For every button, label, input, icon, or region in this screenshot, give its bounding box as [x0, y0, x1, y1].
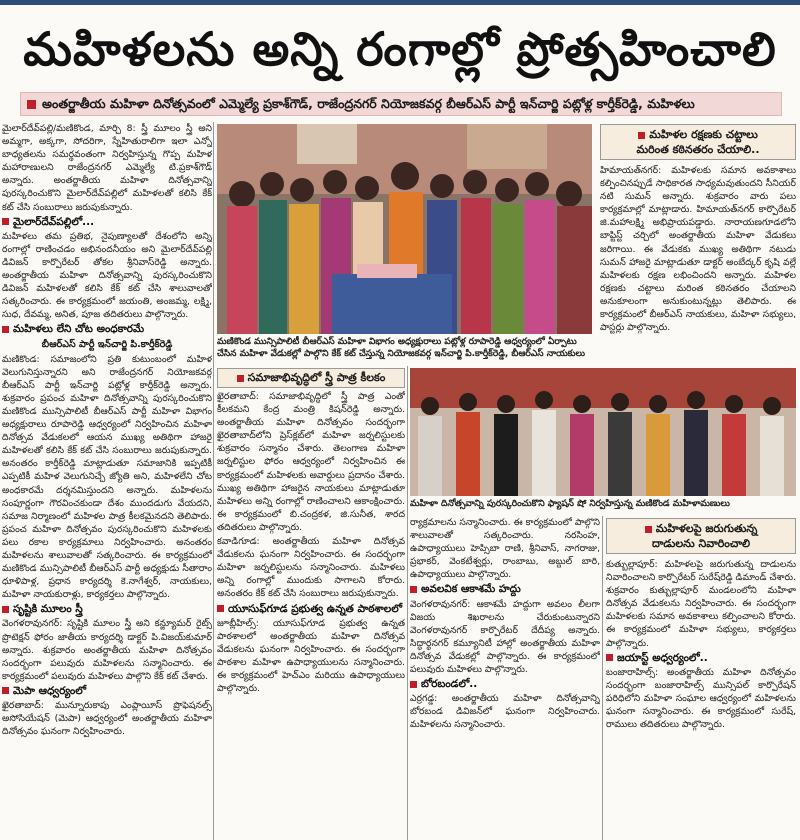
center-article-column [217, 390, 405, 838]
bullet-square-icon [27, 100, 36, 109]
left-article-column [2, 122, 212, 840]
paragraph: మహిళలు తమ ప్రతిభ, నైపుణ్యాలతో దేశంలోని అన్ని రంగాల్లో రాణించడం అభినందనీయం అని మైలార్‌దేవ్‌పల్లి డివిజన్ కార్పొరేటర్ తోకల శ్రీనివాస్‌రెడ్డి అన్నారు. అంతర్జాతీయ మహిళా దినోత్సవాన్ని పురస్కరించుకొని డివిజన్ మహిళలతో కలిసి కేక్ కట్ చేసి శాలువాలతో సత్కరించారు. ఈ కార్యక్రమంలో జయంతి, అంజమ్మ, లక్ష్మి, సుధ, దేవమ్మ, అనిత, పూజ తదితరులు పాల్గొన్నారు. [2, 230, 212, 321]
bullet-square-icon [2, 687, 9, 694]
photo-fashion-show-illustration [410, 368, 796, 496]
column-divider [602, 516, 603, 840]
paragraph: వెంగళరావునగర్: ఆకాశమే హద్దుగా అవలం లీలగా విజయ శిఖరాలను చేరుకుంటున్నారని వెంగళరావునగర్ కార్పొరేటర్ దేదీప్య అన్నారు. సిద్ధార్థనగర్ కమ్యూనిటీ హాల్లో అంతర్జాతీయ మహిళా దినోత్సవ వేడుకల్లో పాల్గొన్నారు. ఈ కార్యక్రమంలో పలువురు మహిళలు పాల్గొన్నారు. [410, 598, 600, 676]
lower-middle-article-column [410, 516, 600, 838]
right-article-column [600, 164, 796, 364]
page-headline: మహిళలను అన్ని రంగాల్లో ప్రోత్సహించాలి [23, 22, 777, 76]
paragraph: బంజారాహిల్స్: అంతర్జాతీయ మహిళా దినోత్సవం సందర్భంగా బంజారాహిల్స్ మున్సిపల్ కార్పొరేషన్ పరిధిలోని మహిళా సంఘాల ఆధ్వర్యంలో మహిళలను ఘనంగా సన్మానించారు. ఈ కార్యక్రమంలో సురేష్, రాములు తదితరులు పాల్గొన్నారు. [606, 666, 796, 731]
lower-right-article-column [606, 558, 796, 838]
bullet-square-icon [606, 654, 613, 661]
paragraph: ఎర్రగడ్డ: అంతర్జాతీయ మహిళా దినోత్సవాన్ని బోరబండ డివిజన్‌లో ఘనంగా నిర్వహించారు. మహిళలను సన్మానించారు. [410, 693, 600, 731]
paragraph: ఖైరతాబాద్: మున్నూరుకాపు ఎంప్లాయీస్ ప్రొఫెషనల్స్ అసోసియేషన్ (మెపా) ఆధ్వర్యంలో అంతర్జాతీయ మహిళా దినోత్సవం ఘనంగా నిర్వహించారు. [2, 700, 212, 738]
paragraph: ఖైరతాబాద్: సమాజాభివృద్ధిలో స్త్రీ పాత్ర ఎంతో కీలకమని కేంద్ర మంత్రి కిషన్‌రెడ్డి అన్నారు. అంతర్జాతీయ మహిళా దినోత్సవం సందర్భంగా ఖైరతాబాద్‌లోని ప్రెస్‌క్లబ్‌లో మహిళా జర్నలిస్టులకు శుక్రవారం సన్మానం చేశారు. తెలంగాణ మహిళా జర్నలిస్టుల ఫోరం ఆధ్వర్యంలో నిర్వహించిన ఈ కార్యక్రమంలో మహిళలకు అవార్డులు ప్రదానం చేశారు. ముఖ్య అతిథిగా హాజరైన నాయకులు మాట్లాడుతూ మహిళలు అన్ని రంగాల్లో రాణించాలని ఆకాంక్షించారు. ఈ కార్యక్రమంలో బి.చంద్రకళ, జి.సునీత, శారద తదితరులు పాల్గొన్నారు. [217, 391, 405, 533]
section-heading: సృష్టికి మూలం స్త్రీ [2, 603, 212, 616]
bullet-square-icon [638, 132, 645, 139]
paragraph: మణికొండ: సమాజంలోని ప్రతి కుటుంబంలో మహిళ వెలుగునిస్తున్నారని అని రాజేంద్రనగర్ నియోజకవర్గ బీఆర్ఎస్ పార్టీ ఇన్‌చార్జి పట్లోళ్ల కార్తీక్‌రెడ్డి అన్నారు. శుక్రవారం ప్రపంచ మహిళా దినోత్సవాన్ని పురస్కరించుకొని మణికొండ మున్సిపాలిటీ బీఆర్ఎస్ పార్టీ మహిళా విభాగం అధ్యక్షురాలు రూపారెడ్డి ఆధ్వర్యంలో నిర్వహించిన మహిళా దినోత్సవ వేడుకలలో ఆయన ముఖ్య అతిథిగా హాజరై మహిళలతో కలిసి కేక్ కట్ చేసి సంబురాలు జరుపుకున్నారు. అనంతరం కార్తీక్‌రెడ్డి మాట్లాడుతూ సమాజానికి ఇప్పటికీ ఎప్పటికీ మహిళ వెలుగునిచ్చే జ్యోతి అని, మహిళలేని చోట అంధకారమే దర్శనమిస్తుందని అన్నారు. మహిళలను సంపూర్ణంగా గౌరవించకుండా దేశం ముందడుగు వేయదని, సమాజ నిర్మాణంలో మహిళల పాత్ర కీలకమైనదని తెలిపారు. ప్రపంచ మహిళా దినోత్సవం పురస్కరించుకొని మహిళలకు పలు రకాల కార్యక్రమాలు నిర్వహించారు. అనంతరం మహిళలను శాలువాలతో సత్కరించారు. ఈ కార్యక్రమంలో మణికొండ మున్సిపాలిటీ బీఆర్ఎస్ పార్టీ అధ్యక్షుడు సీతారాం ధూళిపాళ్ల, ప్రధాన కార్యదర్శి కె.నాగేశ్వర్, నాయకులు, మహిళా నాయకురాళ్లు, కార్యకర్తలు పాల్గొన్నారు. [2, 353, 212, 601]
bullet-square-icon [645, 526, 652, 533]
bullet-square-icon [2, 218, 9, 225]
section-heading-box: మహిళలపై జరుగుతున్న దాడులను నివారించాలి [606, 518, 796, 554]
photo-caption: మహిళా దినోత్సవాన్ని పురస్కరించుకొని ఫ్యాషన్ షో నిర్వహిస్తున్న మణికొండ మహిళామణులు [410, 499, 730, 509]
paragraph: కవాడిగూడ: అంతర్జాతీయ మహిళా దినోత్సవ వేడుకలను ఘనంగా నిర్వహించారు. ఈ సందర్భంగా మహిళా జర్నలిస్టులను సన్మానించారు. మహిళలు అన్ని రంగాల్లో ముందుకు సాగాలని కోరారు. అనంతరం కేక్ కట్ చేసి సంబురాలు జరుపుకున్నారు. [217, 536, 405, 600]
photo-cake-cutting-illustration [217, 124, 592, 334]
bullet-square-icon [237, 375, 244, 382]
bullet-square-icon [217, 605, 224, 612]
bullet-square-icon [410, 681, 417, 688]
section-heading: బోరబండలో.. [410, 678, 600, 691]
section-heading-box: మహిళల రక్షణకు చట్టాలు మరింత కఠినతరం చేయాలి.. [600, 124, 796, 160]
section-heading: యూసుఫ్‌గూడ ప్రభుత్వ ఉన్నత పాఠశాలలో [217, 603, 405, 616]
section-heading: మెపా ఆధ్వర్యంలో [2, 685, 212, 698]
section-subheading: బీఆర్ఎస్ పార్టీ ఇన్‌చార్జి పి.కార్తీక్‌రెడ్డి [41, 338, 173, 350]
photo-cake-cutting [217, 124, 592, 334]
section-heading: జయాస్ట్ అధ్వర్యంలో.. [606, 652, 796, 665]
paragraph: వెంగళరావునగర్: సృష్టికి మూలం స్త్రీ అని కన్జ్యూమర్ రైట్స్ ప్రొటెక్షన్ ఫోరం జాతీయ కార్యదర్శి డాక్టర్ పి.విజయ్‌కుమార్ అన్నారు. శుక్రవారం అంతర్జాతీయ మహిళా దినోత్సవం సందర్భంగా పలువురు మహిళలను సన్మానించారు. ఈ కార్యక్రమంలో పలువురు మహిళలు పాల్గొని కేక్ కట్ చేశారు. [2, 618, 212, 682]
paragraph: జూబ్లీహిల్స్: యూసుఫ్‌గూడ ప్రభుత్వ ఉన్నత పాఠశాలలో అంతర్జాతీయ మహిళా దినోత్సవ వేడుకలను ఘనంగా నిర్వహించారు. ఈ సందర్భంగా పాఠశాల మహిళా ఉపాధ్యాయులను సన్మానించారు. ఈ కార్యక్రమంలో హెచ్‌ఎం మరియు ఉపాధ్యాయులు పాల్గొన్నారు. [217, 617, 405, 695]
photo-fashion-show [410, 368, 796, 496]
sub-headline-text: అంతర్జాతీయ మహిళా దినోత్సవంలో ఎమ్మెల్యే ప్రకాశ్‌గౌడ్, రాజేంద్రనగర్ నియోజకవర్గ బీఆర్ఎస్ పార్టీ ఇన్‌చార్జి పట్లోళ్ల కార్తీక్‌రెడ్డి, మహిళలు [42, 96, 695, 111]
top-color-bar [0, 0, 800, 5]
section-heading-box: సమాజాభివృద్ధిలో స్త్రీ పాత్ర కీలకం [217, 368, 405, 388]
section-heading: మైలార్‌దేవ్‌పల్లిలో... [2, 216, 212, 229]
paragraph: మైలార్‌దేవ్‌పల్లి/మణికొండ, మార్చి 8: స్త్రీ మూలం స్త్రీ అని అమ్మగా, అక్కగా, సోదరిగా, స్నేహితురాలిగా ఇలా ఎన్నో బాధ్యతలను సమర్థవంతంగా నిర్వహిస్తున్న గొప్ప మహిళ మహారాణులని రాజేంద్రనగర్ ఎమ్మెల్యే టి.ప్రకాశ్‌గౌడ్ అన్నారు. అంతర్జాతీయ మహిళా దినోత్సవాన్ని పురస్కరించుకొని మైలార్‌దేవ్‌పల్లిలో మహిళలతో కలిసి కేక్ కట్ చేసి సంబురాలు జరుపుకున్నారు. [2, 123, 212, 213]
bullet-square-icon [2, 606, 9, 613]
column-divider [407, 366, 408, 840]
paragraph: హిమాయత్‌నగర్: మహిళలకు సమాన అవకాశాలు కల్పించినప్పుడే సాధికారత సాధ్యమవుతుందని సీనియర్ నటి సుమన్ అన్నారు. శుక్రవారం వారు పలు కార్యక్రమాల్లో మాట్లాడారు. హిమాయత్‌నగర్ కార్పొరేటర్ జి.మహాలక్ష్మి అభిప్రాయపడ్డారు. నారాయణగూడలోని బాప్టిస్ట్ చర్చిలో అంతర్జాతీయ మహిళా వేడుకలు జరిగాయి. ఈ వేడుకకు ముఖ్య అతిథిగా నటుడు సుమన్ హాజరై మాట్లాడుతూ డాక్టర్ అంబేద్కర్ కృషి వల్లే మహిళలకు రక్షణ లభించిందని అన్నారు. మహిళల రక్షణకు చట్టాలు మరింత కఠినతరం చేయాలని అనుకూలంగా అనుకుంటున్నట్లు తెలిపారు. ఈ కార్యక్రమంలో బీఆర్ఎస్ నాయకులు, మహిళా సభ్యులు, పాస్టర్లు పాల్గొన్నారు. [600, 165, 796, 334]
bullet-square-icon [2, 326, 9, 333]
sub-headline-banner [20, 92, 782, 116]
photo-caption: మణికొండ మున్సిపాలిటీ బీఆర్ఎస్ మహిళా విభాగం అధ్యక్షురాలు పట్లోళ్ల రూపారెడ్డి ఆధ్వర్యంలో ఏర్పాటు చేసిన మహిళా వేడుకల్లో పాల్గొని కేక్ కట్ చేస్తున్న నియోజకవర్గ ఇన్‌చార్జి పి.కార్తీక్‌రెడ్డి, బీఆర్ఎస్ నాయకులు [217, 337, 585, 359]
section-heading: మహిళలు లేని చోట అంధకారమే [2, 323, 212, 336]
section-heading: అవలవిక ఆకాశమే హద్దు [410, 583, 600, 596]
bullet-square-icon [410, 586, 417, 593]
paragraph: ర్యాక్రమాలను సన్మానించారు. ఈ కార్యక్రమంలో పాల్గొని శాలువాలతో సత్కరించారు. నరసింహ, ఉపాధ్యాయులు హెప్సిబా రాణి, శ్రీనివాస్, నాగరాజు, ప్రభాకర్, వెంకటేశ్వర్లు, రాంబాబు, అబ్దుల్ బారి, ఉపాధ్యాయులు పాల్గొన్నారు. [410, 517, 600, 581]
column-divider [213, 122, 214, 840]
paragraph: కుత్బుల్లాపూర్: మహిళలపై జరుగుతున్న దాడులను నివారించాలని కార్పొరేటర్ సురేష్‌రెడ్డి డిమాండ్ చేశారు. శుక్రవారం కుత్బుల్లాపూర్ మండలంలోని మహిళా దినోత్సవ వేడుకలను నిర్వహించారు. ఈ సందర్భంగా మహిళలకు సమాన అవకాశాలు కల్పించాలని కోరారు. ఈ కార్యక్రమంలో మహిళా సభ్యులు, కార్యకర్తలు పాల్గొన్నారు. [606, 559, 796, 649]
